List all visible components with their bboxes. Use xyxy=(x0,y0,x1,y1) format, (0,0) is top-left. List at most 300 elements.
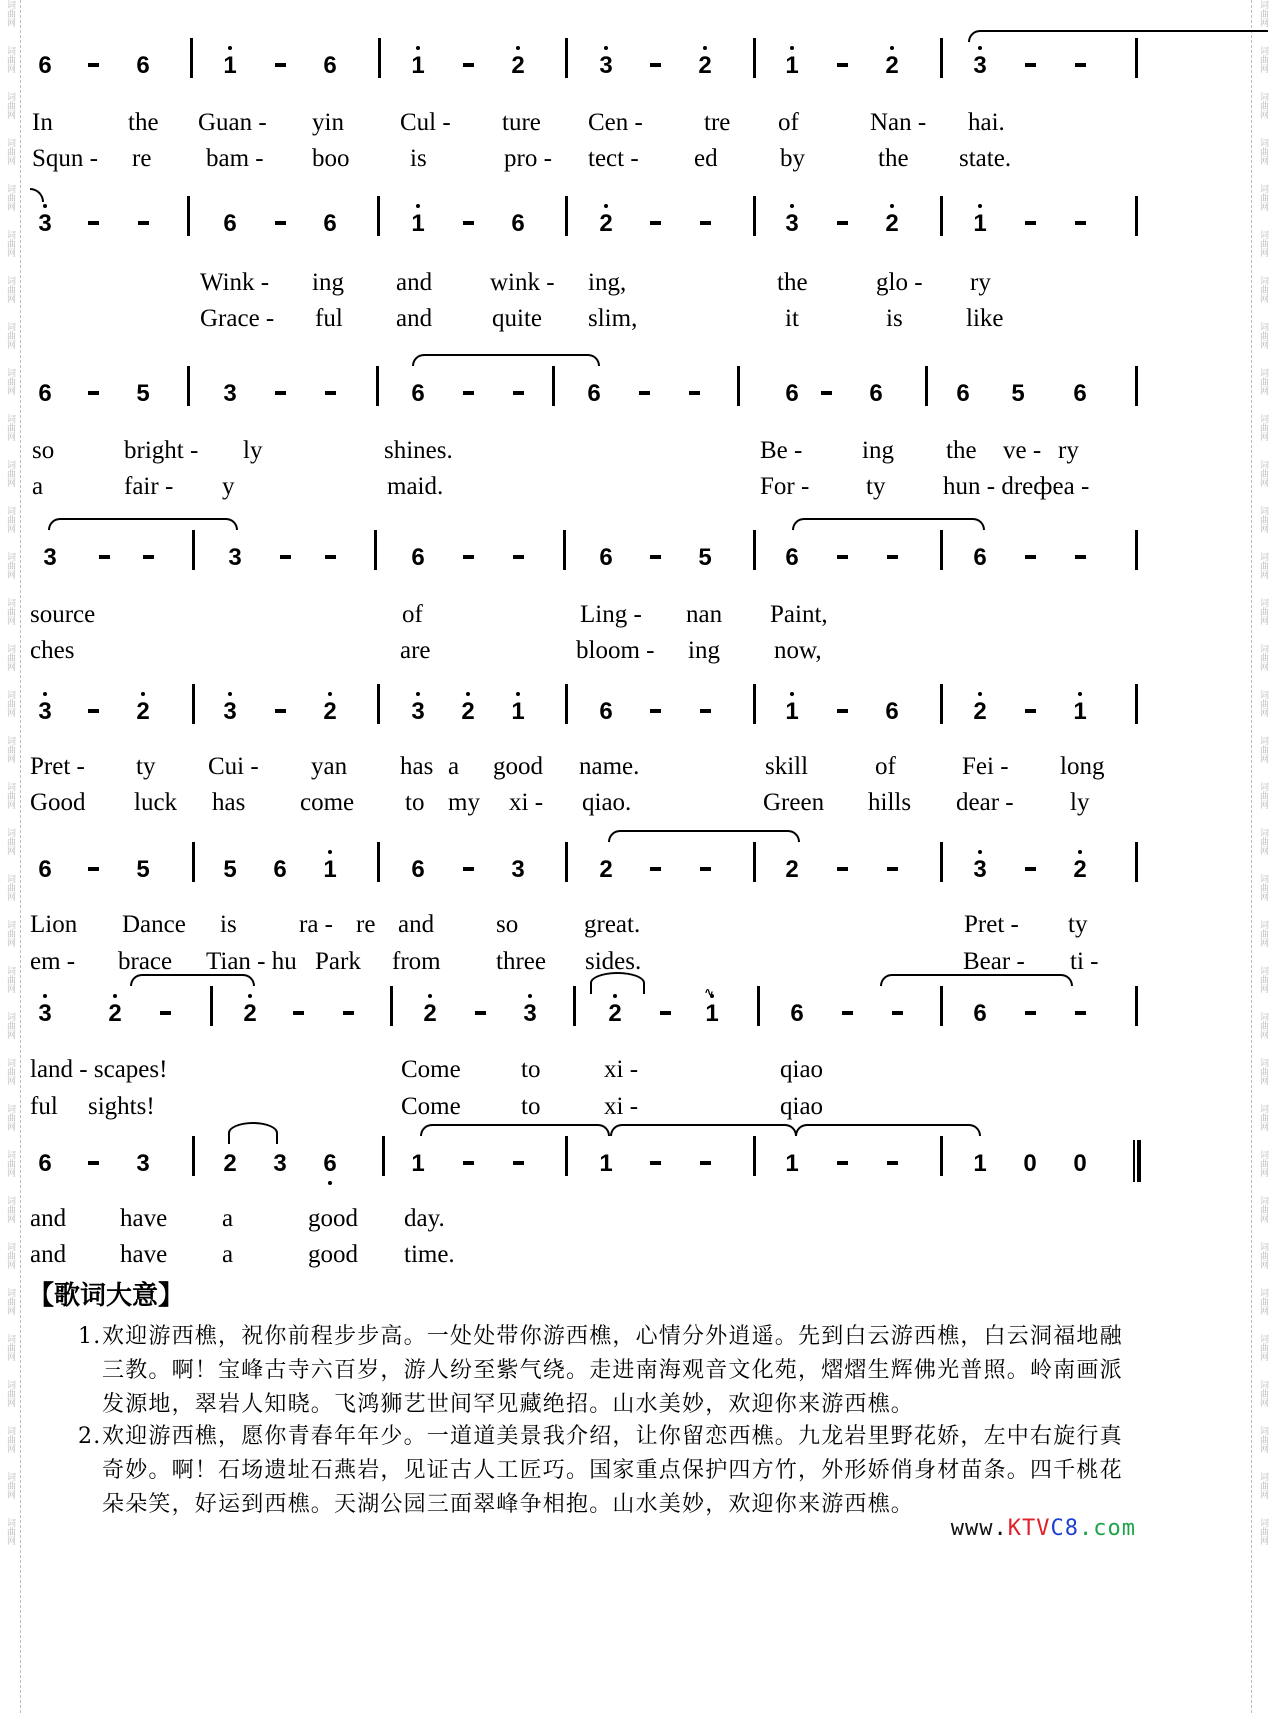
lyric-verse2: boo xyxy=(312,145,350,172)
slur-icon xyxy=(228,1122,278,1144)
lyric-verse1: a xyxy=(222,1205,234,1232)
note xyxy=(406,700,430,724)
note-digit: 6 xyxy=(973,544,987,571)
note xyxy=(1068,382,1092,406)
note-digit: 1 xyxy=(785,1150,799,1177)
note-digit: 3 xyxy=(973,856,987,883)
barline xyxy=(1135,366,1138,406)
octave-up-dot-icon xyxy=(978,692,982,696)
note xyxy=(406,858,430,882)
extension-dash xyxy=(513,555,524,559)
barline xyxy=(753,530,756,570)
lyric-verse1: ra - xyxy=(299,911,333,938)
watermark-text: 词曲网 xyxy=(1258,1058,1268,1085)
barline xyxy=(940,196,943,236)
note xyxy=(700,985,724,1027)
note xyxy=(238,1002,262,1026)
lyric-verse1: great. xyxy=(584,911,641,938)
extension-dash xyxy=(463,555,474,559)
lyric-verse2: hills xyxy=(868,789,912,816)
note xyxy=(406,54,430,78)
barline xyxy=(192,530,195,570)
octave-up-dot-icon xyxy=(790,692,794,696)
watermark-text: 词曲网 xyxy=(1258,276,1268,303)
extension-dash xyxy=(837,1161,848,1165)
lyric-verse2: a xyxy=(222,1241,234,1268)
note xyxy=(38,546,62,570)
octave-up-dot-icon xyxy=(113,994,117,998)
octave-up-dot-icon xyxy=(890,204,894,208)
watermark-text: 词曲网 xyxy=(1258,828,1268,855)
lyric-verse1: Fei - xyxy=(962,753,1009,780)
note-digit: 1 xyxy=(411,210,425,237)
watermark-text: 词曲网 xyxy=(5,184,15,211)
watermark-text: 词曲网 xyxy=(5,598,15,625)
extension-dash xyxy=(160,1011,171,1015)
note xyxy=(33,382,57,406)
lyric-verse2: ly xyxy=(1070,789,1090,816)
lyric-verse2: is xyxy=(886,305,903,332)
note xyxy=(968,54,992,78)
tie-icon xyxy=(792,518,985,530)
note xyxy=(406,546,430,570)
tie-icon xyxy=(130,974,255,986)
lyric-verse2: Grace - xyxy=(200,305,275,332)
octave-up-dot-icon xyxy=(604,46,608,50)
lyric-verse2: Come xyxy=(401,1093,461,1120)
paragraph-number: 1. xyxy=(78,1324,102,1349)
note xyxy=(131,1152,155,1176)
paragraph-text: 欢迎游西樵，愿你青春年年少。一道道美景我介绍，让你留恋西樵。九龙岩里野花娇，左中右旋行真奇妙。啊！石场遗址石燕岩，见证古人工匠巧。国家重点保护四方竹，外形娇俏身材苗条。四千桃花朵朵笑，好运到西樵。天湖公园三面翠峰争相抱。山水美妙，欢迎你来游西樵。 xyxy=(102,1424,1123,1517)
extension-dash xyxy=(1025,1011,1036,1015)
final-barline xyxy=(1133,1140,1141,1182)
watermark-text: 词曲网 xyxy=(1258,460,1268,487)
octave-up-dot-icon xyxy=(613,994,617,998)
watermark-text: 词曲网 xyxy=(1258,782,1268,809)
extension-dash xyxy=(88,1161,99,1165)
note xyxy=(594,546,618,570)
lyric-verse1: have xyxy=(120,1205,168,1232)
extension-dash xyxy=(842,1011,853,1015)
note xyxy=(518,1002,542,1026)
watermark-left xyxy=(3,0,17,1564)
watermark-text: 词曲网 xyxy=(1258,46,1268,73)
note-digit: 6 xyxy=(38,380,52,407)
extension-dash xyxy=(275,63,286,67)
barline xyxy=(187,366,190,406)
lyric-verse2: to xyxy=(405,789,425,816)
note-digit: 2 xyxy=(698,52,712,79)
barline xyxy=(374,530,377,570)
lyric-verse1: Pret - xyxy=(30,753,85,780)
note-digit: 2 xyxy=(108,1000,122,1027)
watermark-text: 词曲网 xyxy=(1258,874,1268,901)
tie-icon xyxy=(795,1124,981,1136)
watermark-text: 词曲网 xyxy=(5,920,15,947)
note xyxy=(968,546,992,570)
barline xyxy=(1135,684,1138,724)
note xyxy=(318,700,342,724)
lyric-verse2: hun - dred xyxy=(943,473,1046,500)
lyric-verse1: Ling - xyxy=(580,601,642,628)
extension-dash xyxy=(513,391,524,395)
octave-up-dot-icon xyxy=(703,46,707,50)
extension-dash xyxy=(650,221,661,225)
note-digit: 2 xyxy=(599,210,613,237)
note-digit: 6 xyxy=(136,52,150,79)
watermark-text: 词曲网 xyxy=(5,1288,15,1315)
barline xyxy=(378,38,381,78)
lyric-verse1: yan xyxy=(311,753,348,780)
extension-dash xyxy=(650,867,661,871)
watermark-text: 词曲网 xyxy=(1258,1426,1268,1453)
watermark-text: 词曲网 xyxy=(1258,230,1268,257)
note xyxy=(218,700,242,724)
lyric-verse2: come xyxy=(300,789,355,816)
lyric-verse2: ful xyxy=(315,305,343,332)
right-margin-line xyxy=(1251,0,1252,1713)
note-digit: 3 xyxy=(38,698,52,725)
lyric-verse2: bloom - xyxy=(576,637,655,664)
note xyxy=(968,700,992,724)
note xyxy=(880,212,904,236)
note-digit: 1 xyxy=(705,1000,719,1027)
lyric-verse2: y xyxy=(222,473,235,500)
lyric-verse2: are xyxy=(400,637,431,664)
lyric-verse2: now, xyxy=(774,637,822,664)
lyric-verse2: sights! xyxy=(88,1093,155,1120)
lyric-verse2: time. xyxy=(404,1241,455,1268)
note xyxy=(780,382,804,406)
lyric-verse1: name. xyxy=(579,753,640,780)
lyric-verse2: good xyxy=(308,1241,358,1268)
note-digit: 6 xyxy=(38,52,52,79)
extension-dash xyxy=(887,555,898,559)
note-digit: 1 xyxy=(223,52,237,79)
note xyxy=(780,212,804,236)
note xyxy=(318,212,342,236)
barline xyxy=(753,684,756,724)
note-digit: 6 xyxy=(785,380,799,407)
watermark-text: 词曲网 xyxy=(5,276,15,303)
barline xyxy=(940,986,943,1026)
watermark-text: 词曲网 xyxy=(1258,1334,1268,1361)
left-margin-line xyxy=(20,0,21,1713)
note-digit: 6 xyxy=(273,856,287,883)
watermark-text: 词曲网 xyxy=(1258,1150,1268,1177)
extension-dash xyxy=(700,867,711,871)
note xyxy=(218,212,242,236)
note xyxy=(594,1152,618,1176)
note-digit: 3 xyxy=(273,1150,287,1177)
lyric-verse1: ry xyxy=(1058,437,1079,464)
note xyxy=(131,858,155,882)
barline xyxy=(563,530,566,570)
watermark-text: 词曲网 xyxy=(1258,1472,1268,1499)
note-digit: 2 xyxy=(223,1150,237,1177)
lyric-verse1: ing xyxy=(862,437,894,464)
lyric-verse2: and xyxy=(30,1241,67,1268)
lyric-verse1: qiao xyxy=(780,1056,824,1083)
watermark-text: 词曲网 xyxy=(1258,1288,1268,1315)
note xyxy=(131,382,155,406)
barline xyxy=(1135,530,1138,570)
lyric-verse1: the xyxy=(777,269,808,296)
extension-dash xyxy=(1075,1011,1086,1015)
lyric-verse2: to xyxy=(521,1093,541,1120)
note xyxy=(780,54,804,78)
lyric-verse1: of xyxy=(778,109,799,136)
note xyxy=(33,212,57,236)
note-digit: 6 xyxy=(973,1000,987,1027)
octave-up-dot-icon xyxy=(790,46,794,50)
note-digit: 2 xyxy=(423,1000,437,1027)
note-digit: 6 xyxy=(323,1150,337,1177)
watermark-text: 词曲网 xyxy=(1258,184,1268,211)
octave-up-dot-icon xyxy=(978,204,982,208)
lyric-verse2: has xyxy=(212,789,246,816)
lyric-verse2: a xyxy=(32,473,44,500)
octave-up-dot-icon xyxy=(416,204,420,208)
note-digit: 0 xyxy=(1073,1150,1087,1177)
summary-paragraph-2 xyxy=(78,1420,1128,1522)
watermark-text: 词曲网 xyxy=(1258,598,1268,625)
extension-dash xyxy=(700,221,711,225)
extension-dash xyxy=(700,709,711,713)
lyric-verse1: hai. xyxy=(968,109,1005,136)
octave-up-dot-icon xyxy=(416,46,420,50)
watermark-right xyxy=(1256,0,1270,1564)
note-digit: 5 xyxy=(136,856,150,883)
extension-dash xyxy=(275,221,286,225)
lyric-verse1: ing, xyxy=(588,269,627,296)
watermark-text: 词曲网 xyxy=(1258,368,1268,395)
lyric-verse1: good xyxy=(308,1205,358,1232)
note-digit: 1 xyxy=(411,52,425,79)
barline xyxy=(753,842,756,882)
barline xyxy=(1135,842,1138,882)
tie-icon xyxy=(412,354,600,366)
octave-up-dot-icon xyxy=(141,692,145,696)
watermark-text: 词曲网 xyxy=(5,506,15,533)
note xyxy=(594,212,618,236)
watermark-text: 词曲网 xyxy=(5,0,15,27)
note xyxy=(33,1002,57,1026)
note xyxy=(506,54,530,78)
note-digit: 2 xyxy=(323,698,337,725)
lyric-verse1: Wink - xyxy=(200,269,270,296)
note-digit: 6 xyxy=(587,380,601,407)
note-digit: 6 xyxy=(411,380,425,407)
note-digit: 3 xyxy=(973,52,987,79)
note xyxy=(582,382,606,406)
note-digit: 2 xyxy=(608,1000,622,1027)
lyric-verse1: land - scapes! xyxy=(30,1056,168,1083)
lyric-verse2: dear - xyxy=(956,789,1014,816)
octave-up-dot-icon xyxy=(43,692,47,696)
extension-dash xyxy=(88,63,99,67)
note xyxy=(318,1152,342,1176)
extension-dash xyxy=(88,867,99,871)
note xyxy=(968,858,992,882)
lyric-verse1: the xyxy=(128,109,159,136)
note xyxy=(880,54,904,78)
extension-dash xyxy=(1025,867,1036,871)
octave-down-dot-icon xyxy=(328,1181,332,1185)
octave-up-dot-icon xyxy=(978,850,982,854)
note-digit: 1 xyxy=(511,698,525,725)
barline xyxy=(940,38,943,78)
lyric-verse2: Squn - xyxy=(32,145,98,172)
note-digit: 5 xyxy=(223,856,237,883)
barline xyxy=(377,842,380,882)
barline xyxy=(940,1136,943,1176)
lyric-verse1: Pret - xyxy=(964,911,1019,938)
lyric-verse1: Nan - xyxy=(870,109,927,136)
extension-dash xyxy=(821,391,832,395)
lyric-verse2: have xyxy=(120,1241,168,1268)
extension-dash xyxy=(138,221,149,225)
watermark-text: 词曲网 xyxy=(5,92,15,119)
watermark-text: 词曲网 xyxy=(5,460,15,487)
note-digit: 3 xyxy=(136,1150,150,1177)
note-digit: 6 xyxy=(785,544,799,571)
watermark-text: 词曲网 xyxy=(1258,92,1268,119)
watermark-text: 词曲网 xyxy=(5,1150,15,1177)
lyric-verse1: xi - xyxy=(604,1056,639,1083)
note xyxy=(780,546,804,570)
watermark-text: 词曲网 xyxy=(5,1518,15,1545)
lyric-verse1: ry xyxy=(970,269,991,296)
note-digit: 1 xyxy=(411,1150,425,1177)
lyric-verse1: ve - xyxy=(1003,437,1042,464)
barline xyxy=(565,38,568,78)
octave-up-dot-icon xyxy=(466,692,470,696)
note xyxy=(456,700,480,724)
watermark-text: 词曲网 xyxy=(5,1058,15,1085)
extension-dash xyxy=(837,709,848,713)
note-digit: 2 xyxy=(461,698,475,725)
lyric-verse1: tre xyxy=(704,109,731,136)
lyric-verse2: re xyxy=(132,145,152,172)
note xyxy=(693,546,717,570)
extension-dash xyxy=(343,1011,354,1015)
lyric-verse1: and xyxy=(396,269,433,296)
extension-dash xyxy=(88,221,99,225)
extension-dash xyxy=(887,1161,898,1165)
note xyxy=(33,1152,57,1176)
lyric-verse2: Park xyxy=(315,948,361,975)
extension-dash xyxy=(293,1011,304,1015)
watermark-text: 词曲网 xyxy=(1258,414,1268,441)
watermark-text: 词曲网 xyxy=(5,1472,15,1499)
extension-dash xyxy=(650,1161,661,1165)
extension-dash xyxy=(892,1011,903,1015)
barline xyxy=(565,684,568,724)
lyric-verse1: Paint, xyxy=(770,601,828,628)
note-digit: 6 xyxy=(885,698,899,725)
extension-dash xyxy=(475,1011,486,1015)
note xyxy=(218,1152,242,1176)
note-digit: 2 xyxy=(243,1000,257,1027)
note-digit: 6 xyxy=(323,52,337,79)
note-digit: 2 xyxy=(1073,856,1087,883)
octave-up-dot-icon xyxy=(43,204,47,208)
lyric-verse1: so xyxy=(32,437,55,464)
lyric-verse2: Bear - xyxy=(963,948,1025,975)
note xyxy=(406,212,430,236)
note-digit: 6 xyxy=(323,210,337,237)
watermark-text: 词曲网 xyxy=(5,1012,15,1039)
octave-up-dot-icon xyxy=(790,204,794,208)
barline xyxy=(210,986,213,1026)
note-digit: 1 xyxy=(785,52,799,79)
tie-end-icon xyxy=(30,188,44,202)
lyric-verse2: For - xyxy=(760,473,810,500)
lyric-verse1: nan xyxy=(686,601,723,628)
watermark-text: 词曲网 xyxy=(5,1380,15,1407)
octave-up-dot-icon xyxy=(604,204,608,208)
note xyxy=(780,1152,804,1176)
lyric-verse2: sides. xyxy=(585,948,642,975)
extension-dash xyxy=(887,867,898,871)
extension-dash xyxy=(837,867,848,871)
watermark-text: 词曲网 xyxy=(5,552,15,579)
barline xyxy=(190,38,193,78)
extension-dash xyxy=(650,555,661,559)
barline xyxy=(390,986,393,1026)
watermark-text: 词曲网 xyxy=(5,644,15,671)
extension-dash xyxy=(837,63,848,67)
extension-dash xyxy=(1025,709,1036,713)
watermark-text: 词曲网 xyxy=(5,46,15,73)
note xyxy=(780,700,804,724)
watermark-text: 词曲网 xyxy=(5,414,15,441)
note-digit: 3 xyxy=(38,210,52,237)
octave-up-dot-icon xyxy=(328,692,332,696)
lyric-verse2: like xyxy=(966,305,1004,332)
note-digit: 1 xyxy=(1073,698,1087,725)
watermark-text: 词曲网 xyxy=(1258,1196,1268,1223)
watermark-text: 词曲网 xyxy=(5,874,15,901)
barline xyxy=(753,1136,756,1176)
barline xyxy=(573,986,576,1026)
watermark-text: 词曲网 xyxy=(1258,506,1268,533)
note-digit: 1 xyxy=(973,1150,987,1177)
lyric-verse1: is xyxy=(220,911,237,938)
extension-dash xyxy=(280,555,291,559)
tie-icon xyxy=(968,30,1268,42)
lyric-verse1: shines. xyxy=(384,437,453,464)
note xyxy=(603,1002,627,1026)
extension-dash xyxy=(1075,63,1086,67)
note xyxy=(33,54,57,78)
lyric-verse1: In xyxy=(32,109,53,136)
watermark-text: 词曲网 xyxy=(5,966,15,993)
note xyxy=(968,1002,992,1026)
logo-suffix: .com xyxy=(1079,1516,1136,1541)
lyric-verse2: maid. xyxy=(387,473,444,500)
note-digit: 1 xyxy=(785,698,799,725)
watermark-text: 词曲网 xyxy=(5,828,15,855)
lyric-verse2: Green xyxy=(763,789,825,816)
barline xyxy=(192,842,195,882)
lyric-verse1: ly xyxy=(243,437,263,464)
extension-dash xyxy=(88,391,99,395)
watermark-text: 词曲网 xyxy=(5,1196,15,1223)
note xyxy=(506,858,530,882)
note xyxy=(1018,1152,1042,1176)
